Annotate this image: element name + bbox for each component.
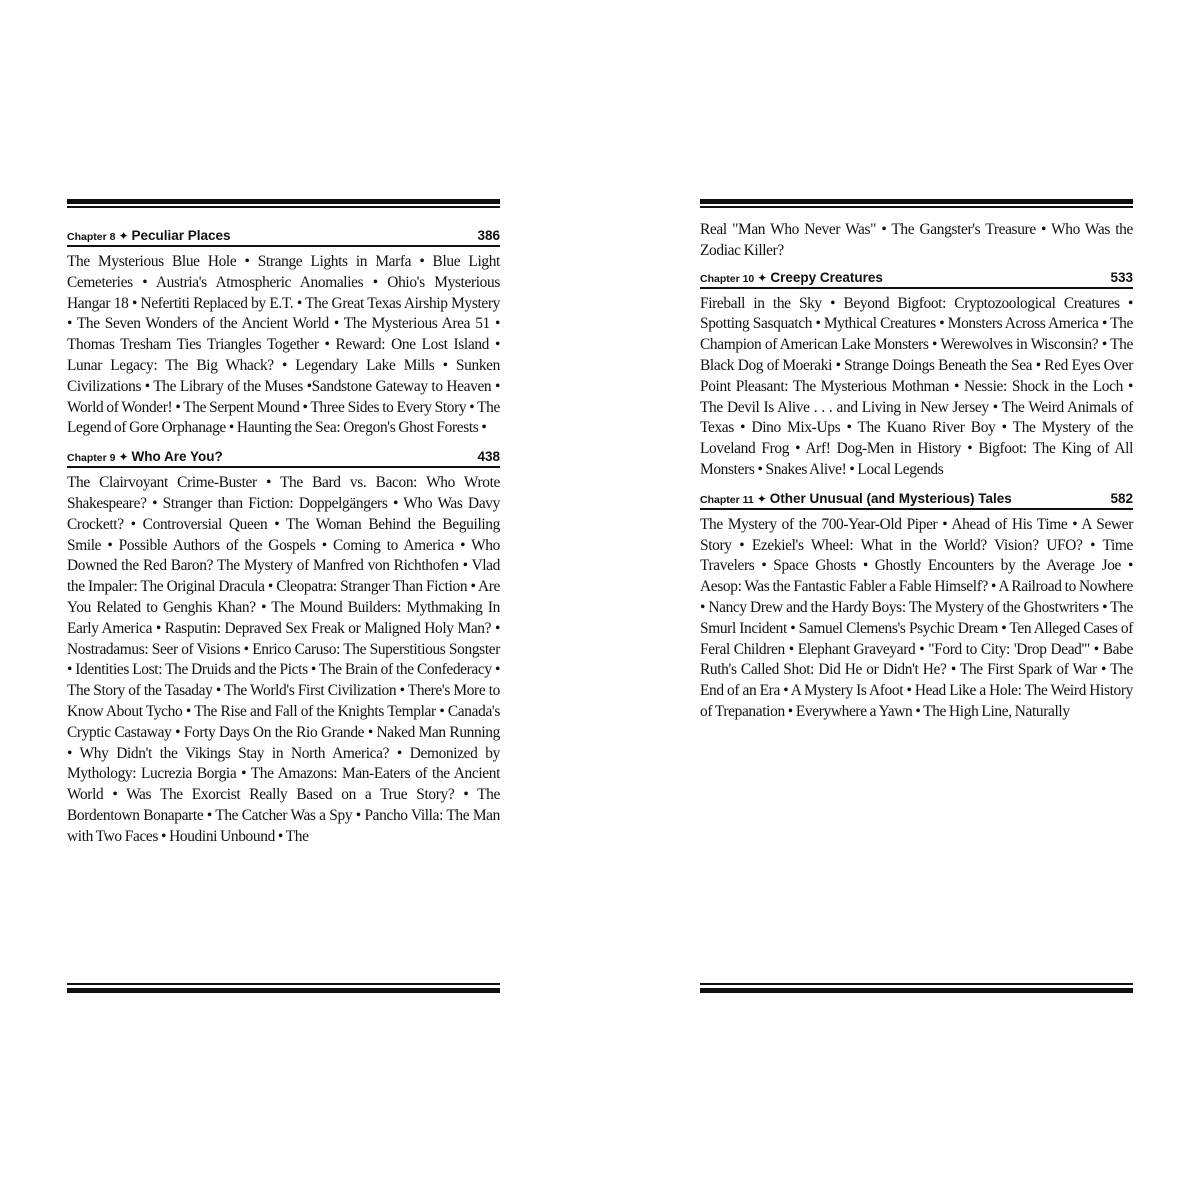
right-page-content <box>700 220 1133 733</box>
chapter-page-number: 533 <box>1110 269 1133 285</box>
top-rule <box>700 199 1133 208</box>
chapter-page-number: 438 <box>477 449 500 465</box>
chapter-9-continuation: Real "Man Who Never Was" • The Gangster's Treasure • Who Was the Zodiac Killer? <box>700 221 1133 259</box>
left-page-content <box>67 228 500 858</box>
diamond-icon: ✦ <box>757 270 768 285</box>
chapter-page-number: 582 <box>1110 490 1133 506</box>
top-rule <box>67 199 500 208</box>
chapter-title: Who Are You? <box>131 449 223 465</box>
chapter-11-entries: The Mystery of the 700-Year-Old Piper • Ahead of His Time • A Sewer Story • Ezekiel's Wheel: What in the World? Vision? UFO? • Time Travelers • Space Ghosts • Ghostly Encounters by the Average Joe • Aesop: Was the Fantastic Fabler a Fable Himself? • A Railroad to Nowhere • Nancy Drew and the Hardy Boys: The Mystery of the Ghostwriters • The Smurl Incident • Samuel Clemens's Psychic Dream • Ten Alleged Cases of Feral Children • Elephant Graveyard • "Ford to City: 'Drop Dead'" • Babe Ruth's Called Shot: Did He or Didn't He? • The First Spark of War • The End of an Era • A Mystery Is Afoot • Head Like a Hole: The Weird History of Trepanation • Everywhere a Yawn • The High Line, Naturally <box>700 515 1133 720</box>
chapter-title: Other Unusual (and Mysterious) Tales <box>769 490 1012 506</box>
chapter-label: Chapter 8 <box>67 231 116 243</box>
chapter-8-heading <box>67 228 500 247</box>
chapter-label: Chapter 10 <box>700 272 755 285</box>
chapter-10-heading <box>700 270 1133 289</box>
chapter-8-entries: The Mysterious Blue Hole • Strange Lights in Marfa • Blue Light Cemeteries • Austria's Atmospheric Anomalies • Ohio's Mysterious Hangar 18 • Nefertiti Replaced by E.T. • The Great Texas Airship Mystery • The Seven Wonders of the Ancient World • The Mysterious Area 51 • Thomas Tresham Ties Triangles Together • Reward: One Lost Island • Lunar Legacy: The Big Whack? • Legendary Lake Mills • Sunken Civilizations • The Library of the Muses •Sandstone Gateway to Heaven • World of Wonder! • The Serpent Mound • Three Sides to Every Story • The Legend of Gore Orphanage • Haunting the Sea: Oregon's Ghost Forests • <box>67 253 500 437</box>
diamond-icon: ✦ <box>118 450 129 465</box>
diamond-icon: ✦ <box>118 229 129 243</box>
chapter-label: Chapter 9 <box>67 452 116 465</box>
chapter-9-entries: The Clairvoyant Crime-Buster • The Bard vs. Bacon: Who Wrote Shakespeare? • Stranger than Fiction: Doppelgängers • Who Was Davy Crockett? • Controversial Queen • The Woman Behind the Beguiling Smile • Possible Authors of the Gospels • Coming to America • Who Downed the Red Baron? The Mystery of Manfred von Richthofen • Vlad the Impaler: The Original Dracula • Cleopatra: Stranger Than Fiction • Are You Related to Genghis Khan? • The Mound Builders: Mythmaking In Early America • Rasputin: Depraved Sex Freak or Maligned Holy Man? • Nostradamus: Seer of Visions • Enrico Caruso: The Superstitious Songster • Identities Lost: The Druids and the Picts • The Brain of the Confederacy • The Story of the Tasaday • The World's First Civilization • There's More to Know About Tycho • The Rise and Fall of the Knights Templar • Canada's Cryptic Castaway • Forty Days On the Rio Grande • Naked Man Running • Why Didn't the Vikings Stay in North America? • Demonized by Mythology: Lucrezia Borgia • The Amazons: Man-Eaters of the Ancient World • Was The Exorcist Really Based on a True Story? • The Bordentown Bonaparte • The Catcher Was a Spy • Pancho Villa: The Man with Two Faces • Houdini Unbound • The <box>67 474 500 845</box>
bottom-rule <box>700 983 1133 993</box>
diamond-icon: ✦ <box>756 491 767 506</box>
chapter-9-heading <box>67 449 500 468</box>
chapter-11-heading <box>700 491 1133 510</box>
chapter-10-entries: Fireball in the Sky • Beyond Bigfoot: Cryptozoological Creatures • Spotting Sasquatch • Mythical Creatures • Monsters Across America • The Champion of American Lake Monsters • Werewolves in Wisconsin? • The Black Dog of Moeraki • Strange Doings Beneath the Sea • Red Eyes Over Point Pleasant: The Mysterious Mothman • Nessie: Shock in the Loch • The Devil Is Alive . . . and Living in New Jersey • The Weird Animals of Texas • Dino Mix-Ups • The Kuano River Boy • The Mystery of the Loveland Frog • Arf! Dog-Men in History • Bigfoot: The King of All Monsters • Snakes Alive! • Local Legends <box>700 294 1133 478</box>
bottom-rule <box>67 983 500 993</box>
chapter-title: Peculiar Places <box>131 228 231 243</box>
chapter-page-number: 386 <box>477 228 500 243</box>
chapter-title: Creepy Creatures <box>770 269 883 285</box>
chapter-label: Chapter 11 <box>700 493 754 506</box>
